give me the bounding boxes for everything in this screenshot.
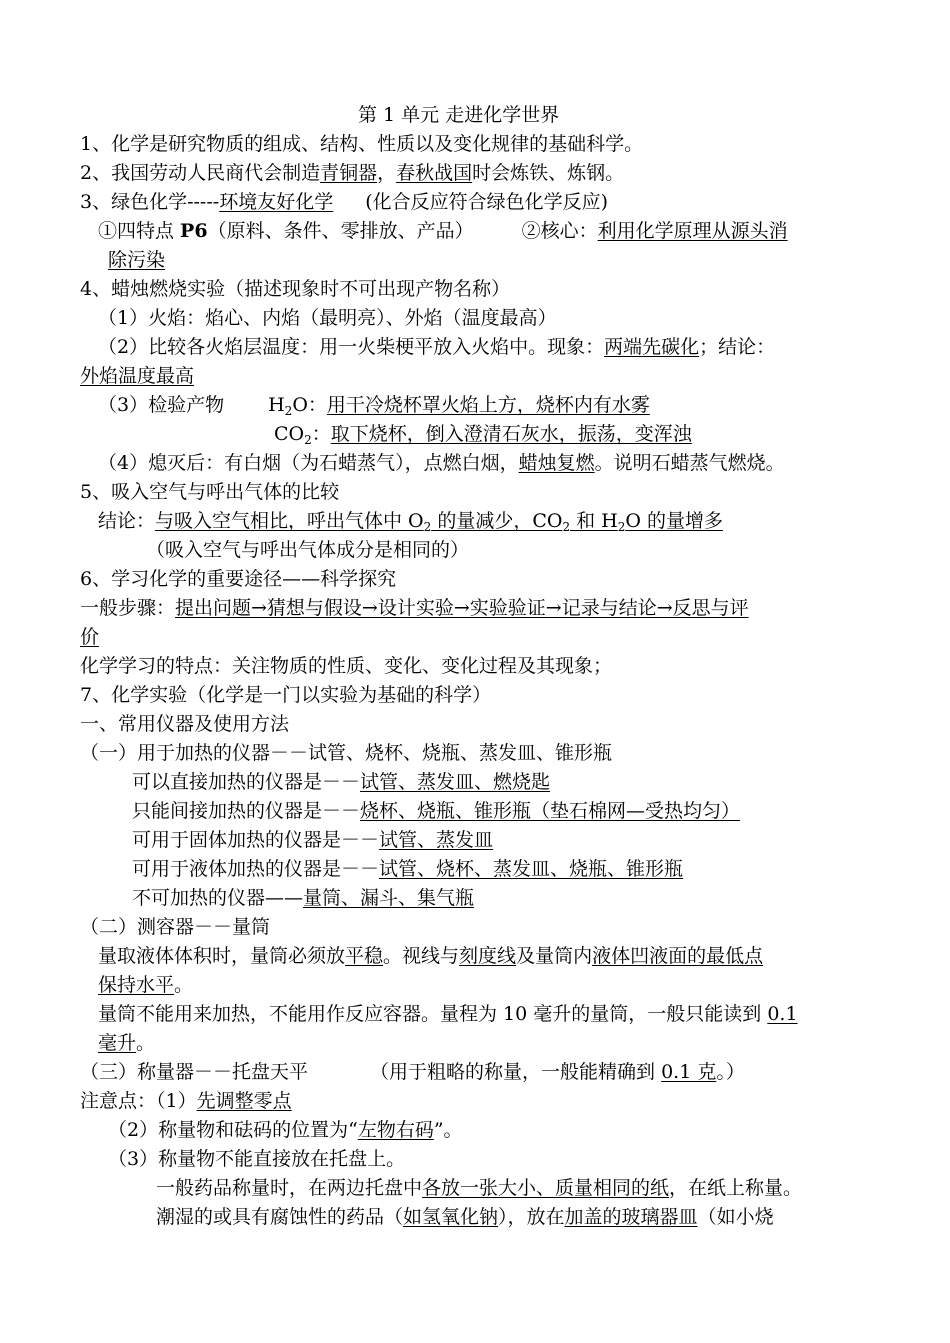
underlined-term: 0.1	[767, 1003, 798, 1025]
text-line-9	[80, 363, 194, 389]
underlined-term: 价	[80, 626, 100, 648]
text-segment: ，在纸上称量。	[669, 1177, 803, 1199]
text-segment: ②核心：	[521, 220, 598, 242]
text-line-16: 6、学习化学的重要途径——科学探究	[80, 568, 397, 590]
text-segment: 可用于固体加热的仪器是－－	[132, 829, 380, 851]
text-line-35	[108, 1117, 463, 1143]
underlined-term: 试管、蒸发皿	[379, 829, 494, 851]
text-line-7: （1）火焰：焰心、内焰（最明亮）、外焰（温度最高）	[98, 307, 557, 329]
subscript: 2	[284, 404, 293, 418]
underlined-term: 液体凹液面的最低点	[592, 945, 764, 967]
text-line-34	[80, 1088, 292, 1114]
text-segment: (化合反应符合绿色化学反应)	[365, 191, 609, 213]
text-line-14	[98, 508, 723, 534]
text-line-8	[98, 334, 775, 360]
text-segment: （三）称量器－－托盘天平	[80, 1061, 309, 1083]
text-segment: 注意点：（1）	[80, 1090, 197, 1112]
underlined-term: 各放一张大小、质量相同的纸	[422, 1177, 670, 1199]
text-segment: （用于粗略的称量，一般能精确到	[370, 1061, 662, 1083]
text-segment: 。视线与	[383, 945, 460, 967]
underlined-term: 先调整零点	[196, 1090, 292, 1112]
underlined-term: 环境友好化学	[219, 191, 334, 213]
underlined-term: 0.1 克	[661, 1061, 717, 1083]
subscript: 2	[562, 520, 571, 534]
underlined-term: 左物右码	[357, 1119, 434, 1141]
text-line-5	[108, 247, 165, 273]
text-segment: 。	[174, 974, 194, 996]
underlined-term: 春秋战国	[396, 162, 473, 184]
text-segment: 和 H	[570, 510, 618, 532]
text-line-37	[156, 1175, 802, 1201]
underlined-term: 平稳	[345, 945, 384, 967]
text-segment: 一般药品称量时，在两边托盘中	[156, 1177, 423, 1199]
text-segment: （3）检验产物	[98, 394, 225, 416]
text-segment: 及量筒内	[516, 945, 593, 967]
text-segment: CO	[274, 423, 305, 445]
text-line-20: 7、化学实验（化学是一门以实验为基础的科学）	[80, 684, 492, 706]
subscript: 2	[304, 433, 312, 447]
text-segment: 与吸入空气相比，呼出气体中 O	[155, 510, 424, 532]
underlined-term: 量筒、漏斗、集气瓶	[303, 887, 475, 909]
text-segment: ：	[311, 423, 331, 445]
underlined-term: 用干冷烧杯罩火焰上方，烧杯内有水雾	[326, 394, 650, 416]
section-heading: 一、常用仪器及使用方法	[80, 713, 290, 735]
bold-term: P6	[180, 220, 208, 242]
text-line-29	[98, 943, 763, 969]
text-line-11	[274, 421, 692, 447]
underlined-term: 如氢氧化钠	[403, 1206, 499, 1228]
text-segment: 3、绿色化学-----	[80, 191, 220, 213]
subscript: 2	[617, 520, 626, 534]
text-line-19: 化学学习的特点：关注物质的性质、变化、变化过程及其现象；	[80, 655, 613, 677]
text-segment: 2、我国劳动人民商代会制造	[80, 162, 321, 184]
text-line-23	[132, 769, 550, 795]
text-segment: ），放在	[498, 1206, 565, 1228]
text-line-28: （二）测容器－－量筒	[80, 916, 271, 938]
text-segment: O：	[292, 394, 327, 416]
text-segment: O 的量增多	[625, 510, 723, 532]
text-segment: 不可加热的仪器——	[132, 887, 304, 909]
subscript: 2	[423, 520, 432, 534]
underlined-term: 青铜器	[320, 162, 378, 184]
page-title: 第 1 单元 走进化学世界	[358, 104, 560, 126]
text-segment: ①四特点	[98, 220, 181, 242]
text-segment: （2）比较各火焰层温度：用一火柴梗平放入火焰中。现象：	[98, 336, 605, 358]
text-line-30	[98, 972, 193, 998]
text-line-3	[80, 189, 608, 215]
text-line-17	[80, 595, 749, 621]
text-segment: 潮湿的或具有腐蚀性的药品（	[156, 1206, 404, 1228]
text-line-13: 5、吸入空气与呼出气体的比较	[80, 481, 340, 503]
underlined-term: 加盖的玻璃器皿	[564, 1206, 698, 1228]
text-line-32	[98, 1030, 155, 1056]
text-segment: ，	[377, 162, 397, 184]
underlined-term: 两端先碳化	[604, 336, 700, 358]
text-segment: 。	[136, 1032, 156, 1054]
underlined-term: 蜡烛复燃	[518, 452, 595, 474]
underlined-term: 毫升	[98, 1032, 137, 1054]
text-line-25	[132, 827, 493, 853]
text-segment: 只能间接加热的仪器是－－	[132, 800, 361, 822]
text-segment: 一般步骤：	[80, 597, 176, 619]
underlined-term: 取下烧杯，倒入澄清石灰水，振荡，变浑浊	[330, 423, 692, 445]
text-line-1: 1、化学是研究物质的组成、结构、性质以及变化规律的基础科学。	[80, 133, 644, 155]
underlined-term: 外焰温度最高	[80, 365, 195, 387]
text-line-38	[156, 1204, 774, 1230]
text-segment: 量取液体体积时，量筒必须放	[98, 945, 346, 967]
text-segment: ；结论：	[699, 336, 776, 358]
text-line-18	[80, 624, 99, 650]
text-segment: （2）称量物和砝码的位置为“	[108, 1119, 358, 1141]
text-segment: 结论：	[98, 510, 156, 532]
text-line-24	[132, 798, 740, 824]
underlined-term: 提出问题→猜想与假设→设计实验→实验验证→记录与结论→反思与评	[175, 597, 749, 619]
text-line-31	[98, 1001, 798, 1027]
underlined-term: 刻度线	[459, 945, 517, 967]
text-line-33	[80, 1059, 745, 1085]
text-line-15: （吸入空气与呼出气体成分是相同的）	[146, 539, 470, 561]
underlined-term: 保持水平	[98, 974, 175, 996]
text-line-10	[98, 392, 650, 418]
text-line-2	[80, 160, 624, 186]
text-segment: 可用于液体加热的仪器是－－	[132, 858, 380, 880]
text-line-26	[132, 856, 683, 882]
underlined-term	[155, 510, 723, 532]
text-segment: 。说明石蜡蒸气燃烧。	[594, 452, 785, 474]
text-line-4	[98, 218, 788, 244]
text-segment: ”。	[433, 1119, 463, 1141]
text-segment: （如小烧	[697, 1206, 774, 1228]
text-segment: 时会炼铁、炼钢。	[472, 162, 625, 184]
text-segment: 的量减少，CO	[431, 510, 563, 532]
text-segment: （4）熄灭后：有白烟（为石蜡蒸气），点燃白烟，	[98, 452, 519, 474]
underlined-term: 烧杯、烧瓶、锥形瓶（垫石棉网—受热均匀）	[360, 800, 741, 822]
text-line-27	[132, 885, 474, 911]
text-line-12	[98, 450, 785, 476]
text-segment: （原料、条件、零排放、产品）	[207, 220, 474, 242]
text-segment: 。）	[716, 1061, 745, 1083]
text-segment: 可以直接加热的仪器是－－	[132, 771, 361, 793]
text-line-6: 4、蜡烛燃烧实验（描述现象时不可出现产物名称）	[80, 278, 511, 300]
underlined-term: 试管、蒸发皿、燃烧匙	[360, 771, 551, 793]
underlined-term: 试管、烧杯、蒸发皿、烧瓶、锥形瓶	[379, 858, 684, 880]
text-line-22: （一）用于加热的仪器－－试管、烧杯、烧瓶、蒸发皿、锥形瓶	[80, 742, 613, 764]
text-line-36: （3）称量物不能直接放在托盘上。	[108, 1148, 406, 1170]
underlined-term: 除污染	[108, 249, 166, 271]
text-segment: 量筒不能用来加热，不能用作反应容器。量程为 10 毫升的量筒，一般只能读到	[98, 1003, 768, 1025]
text-segment: H	[268, 394, 285, 416]
underlined-term: 利用化学原理从源头消	[597, 220, 788, 242]
